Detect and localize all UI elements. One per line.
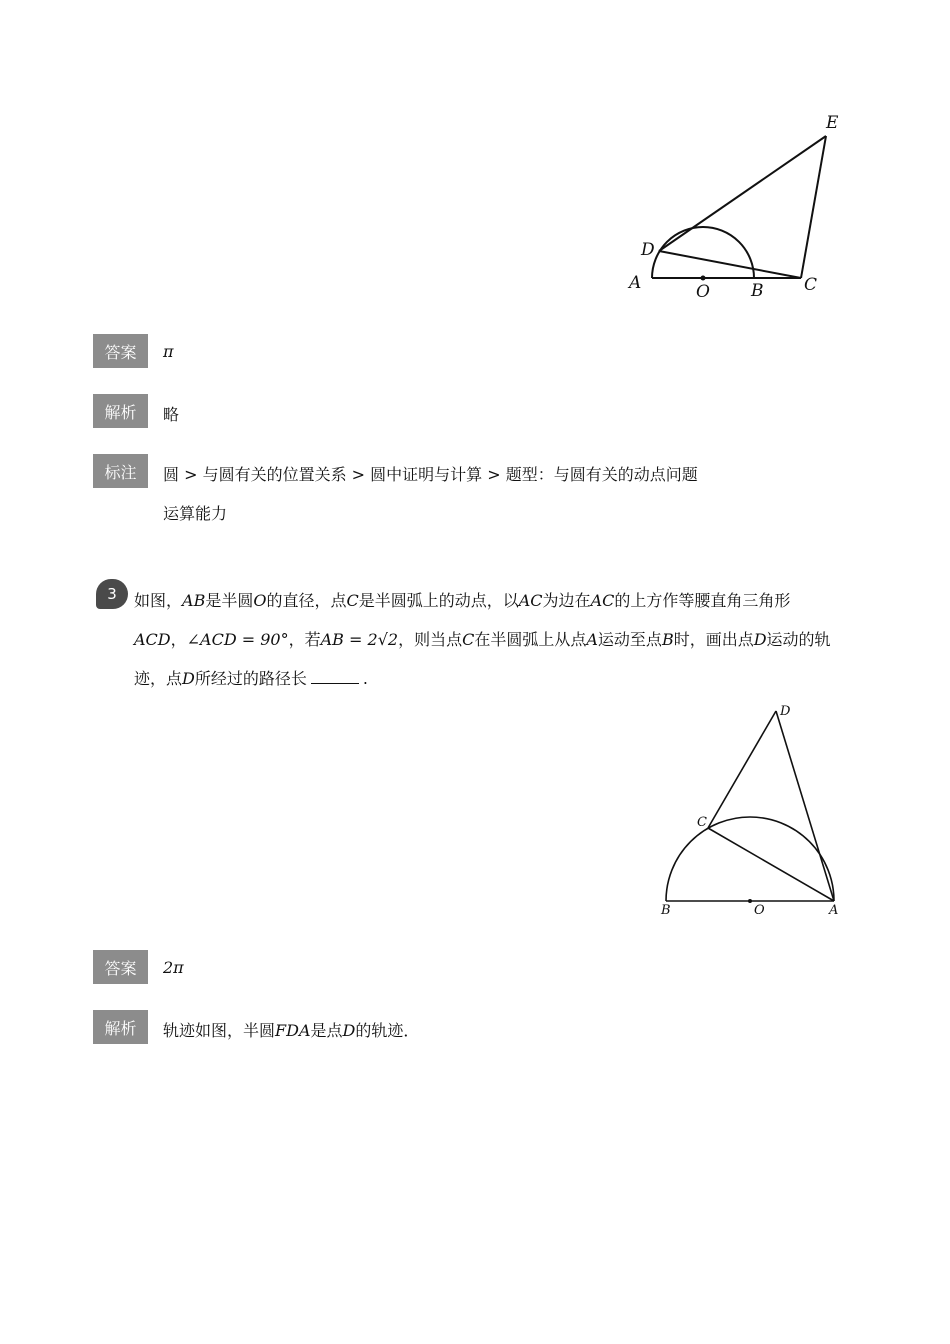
line-CD [708,711,776,828]
q3-answer-value: 2π [163,958,184,977]
text: 为边在 [542,591,591,610]
q3-answer-tag: 答案 [93,950,148,984]
label-C: C [804,275,818,295]
answer-tag: 答案 [93,334,148,368]
text: 是点 [310,1021,343,1040]
text: . [362,669,368,688]
text: 所经过的路径长 [194,669,307,688]
text: ，则当点 [398,630,463,649]
line-DC [659,251,801,278]
text: ，若 [288,630,321,649]
question-line-1 [134,588,790,611]
text: 的上方作等腰直角三角形 [614,591,791,610]
note-tag: 标注 [93,454,148,488]
q3-analysis-value [163,1018,419,1041]
text: 迹，点 [134,669,183,688]
question-number-badge: 3 [96,579,128,609]
label-A: A [629,273,642,293]
label-B2: B [661,903,671,918]
math: AB [182,591,206,610]
math: AC [590,591,615,610]
text: 在半圆弧上从点 [474,630,587,649]
q3-analysis-tag: 解析 [93,1010,148,1044]
figure-1-geometry [620,105,850,305]
math: C [462,630,475,649]
math: AB = 2√2 [320,630,399,649]
point-O [701,276,706,281]
math: ∠ACD = 90° [186,630,289,649]
text: 的轨迹． [355,1021,420,1040]
label-D: D [641,240,655,260]
figure-2-geometry [655,700,845,925]
text: 运动的轨 [766,630,831,649]
text: 时，画出点 [673,630,754,649]
math: D [342,1021,356,1040]
note-line-1: 圆 > 与圆有关的位置关系 > 圆中证明与计算 > 题型：与圆有关的动点问题 [163,465,698,484]
semicircle-2 [666,817,834,901]
question-line-2 [134,627,831,650]
label-B: B [751,281,764,301]
math: O [253,591,267,610]
text: 轨迹如图，半圆 [163,1021,276,1040]
label-D2: D [780,704,791,719]
label-E: E [826,113,839,133]
line-DE [659,136,826,251]
label-O2: O [754,903,765,918]
text: 如图， [134,591,183,610]
label-A2: A [829,903,839,918]
answer-blank [311,669,359,684]
text: ， [170,630,187,649]
label-O: O [696,282,710,302]
point-O2 [748,899,752,903]
answer-value: π [163,342,174,361]
math: D [753,630,767,649]
math: A [586,630,598,649]
note-line-2: 运算能力 [163,504,228,523]
analysis-tag: 解析 [93,394,148,428]
text: 的直径，点 [266,591,347,610]
text: 是半圆弧上的动点，以 [358,591,519,610]
math: B [661,630,674,649]
text: 是半圆 [205,591,254,610]
line-EC [801,136,826,278]
math: AC [518,591,543,610]
question-line-3 [134,666,368,689]
analysis-value: 略 [163,405,180,424]
label-C2: C [697,815,707,830]
math: ACD [134,630,171,649]
text: 运动至点 [597,630,662,649]
math: D [182,669,195,688]
math: FDA [275,1021,311,1040]
math: C [346,591,359,610]
